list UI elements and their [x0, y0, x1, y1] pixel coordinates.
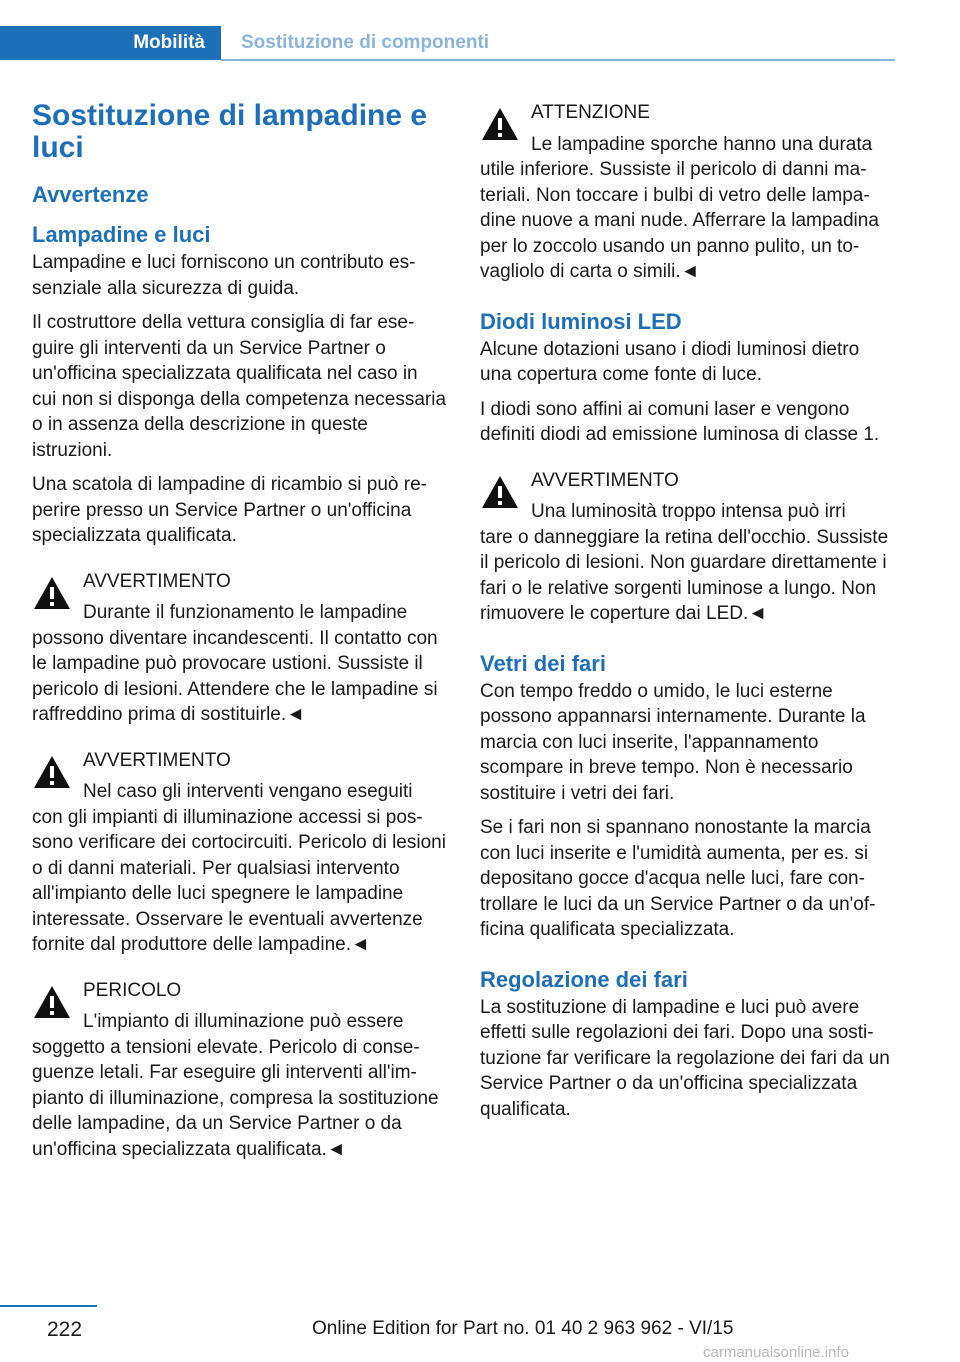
- adjust-heading: Regolazione dei fari: [480, 966, 688, 992]
- danger-title: PERICOLO: [83, 979, 182, 1001]
- warning-title: AVVERTIMENTO: [83, 749, 231, 771]
- warning-triangle-icon: [32, 575, 72, 611]
- edition-label: Online Edition for Part no. 01 40 2 963 962 - VI/15: [312, 1318, 734, 1339]
- caution-text: utile inferiore. Sussiste il pericolo di danni materiali. Non toccare i bulbi di vetro delle lampadine nuove a mani nude. Afferrare la lampadina per lo zoccolo usando un panno pulito, un tovagliolo di carta o simili.◄: [480, 159, 879, 282]
- glass-heading: Vetri dei fari: [480, 650, 606, 676]
- paragraph: Una scatola di lampadine di ricambio si può reperire presso un Service Partner o un'officina specializzata qualificata.: [32, 474, 427, 546]
- section-subtitle: Avvertenze: [32, 182, 149, 207]
- section-tab[interactable]: Mobilità: [0, 26, 221, 60]
- paragraph: Il costruttore della vettura consiglia di far eseguire gli interventi da un Service Partner o un'officina specializzata qualificata nel caso in cui non si disponga della competenza necessaria o in assenza della descrizione in queste istruzioni.: [32, 312, 447, 461]
- danger-text: L'impianto di illuminazione può essere: [83, 1011, 404, 1032]
- caution-text: Le lampadine sporche hanno una durata: [531, 133, 873, 155]
- right-column: [480, 100, 895, 1131]
- page-number: 222: [47, 1318, 83, 1341]
- warning-triangle-icon: [32, 984, 72, 1020]
- warning-triangle-icon: [480, 106, 520, 142]
- warning-triangle-icon: [32, 754, 72, 790]
- watermark: carmanualsonline.info: [703, 1344, 849, 1361]
- paragraph: Alcune dotazioni usano i diodi luminosi dietro una copertura come fonte di luce.: [480, 338, 860, 385]
- subsection-tab[interactable]: Sostituzione di componenti: [241, 32, 490, 53]
- warning-block: [480, 468, 895, 627]
- warning-block: [32, 569, 447, 728]
- paragraph: Lampadine e luci forniscono un contributo essenziale alla sicurezza di guida.: [32, 252, 416, 299]
- subsection-heading: Lampadine e luci: [32, 222, 211, 247]
- header-rule: [221, 59, 895, 61]
- warning-text: possono diventare incandescenti. Il contatto con le lampadine può provocare ustioni. Sussiste il pericolo di lesioni. Attendere che le lampadine si raffreddino prima di sostituirle.◄: [32, 627, 438, 725]
- warning-title: AVVERTIMENTO: [83, 570, 231, 592]
- warning-triangle-icon: [480, 474, 520, 510]
- left-column: [32, 100, 447, 1182]
- warning-text: Durante il funzionamento le lampadine: [83, 602, 408, 623]
- paragraph: I diodi sono affini ai comuni laser e vengono definiti diodi ad emissione luminosa di classe 1.: [480, 398, 880, 445]
- paragraph: Se i fari non si spannano nonostante la marcia con luci inserite e l'umidità aumenta, per es. si depositano gocce d'acqua nelle luci, fare controllare le luci da un Service Partner o da un'officina qualificata specializzata.: [480, 817, 876, 940]
- paragraph: Con tempo freddo o umido, le luci esterne possono appannarsi internamente. Durante la marcia con luci inserite, l'appannamento scompare in breve tempo. Non è necessario sostituire i vetri dei fari.: [480, 680, 866, 804]
- warning-text: Nel caso gli interventi vengano eseguiti: [83, 781, 413, 802]
- warning-block: [32, 748, 447, 958]
- danger-text: soggetto a tensioni elevate. Pericolo di conseguenze letali. Far eseguire gli interventi all'impianto di illuminazione, compresa la sostituzione delle lampadine, da un Service Partner o da un'officina specializzata qualificata.◄: [32, 1036, 439, 1160]
- caution-title: ATTENZIONE: [531, 102, 650, 123]
- warning-text: tare o danneggiare la retina dell'occhio. Sussiste il pericolo di lesioni. Non guardare direttamente i fari o le relative sorgenti luminose a lungo. Non rimuovere le coperture dai LED.◄: [480, 526, 889, 624]
- led-heading: Diodi luminosi LED: [480, 308, 682, 334]
- footer-rule: [0, 1305, 97, 1307]
- warning-text: con gli impianti di illuminazione accessi si possono verificare dei cortocircuiti. Pericolo di lesioni o di danni materiali. Per qualsiasi intervento all'impianto delle luci spegnere le lampadine interessate. Osservare le eventuali avvertenze fornite dal produttore delle lampadine.◄: [32, 806, 446, 955]
- caution-block: [480, 100, 895, 285]
- danger-block: [32, 978, 447, 1163]
- warning-text: Una luminosità troppo intensa può irri: [531, 501, 846, 522]
- paragraph: La sostituzione di lampadine e luci può avere effetti sulle regolazioni dei fari. Dopo una sostituzione far verificare la regolazione dei fari da un Service Partner o da un'officina specializzata qualificata.: [480, 996, 890, 1120]
- page-title: Sostituzione di lampadine e luci: [32, 99, 428, 164]
- warning-title: AVVERTIMENTO: [531, 469, 679, 491]
- header-bar: [0, 26, 895, 62]
